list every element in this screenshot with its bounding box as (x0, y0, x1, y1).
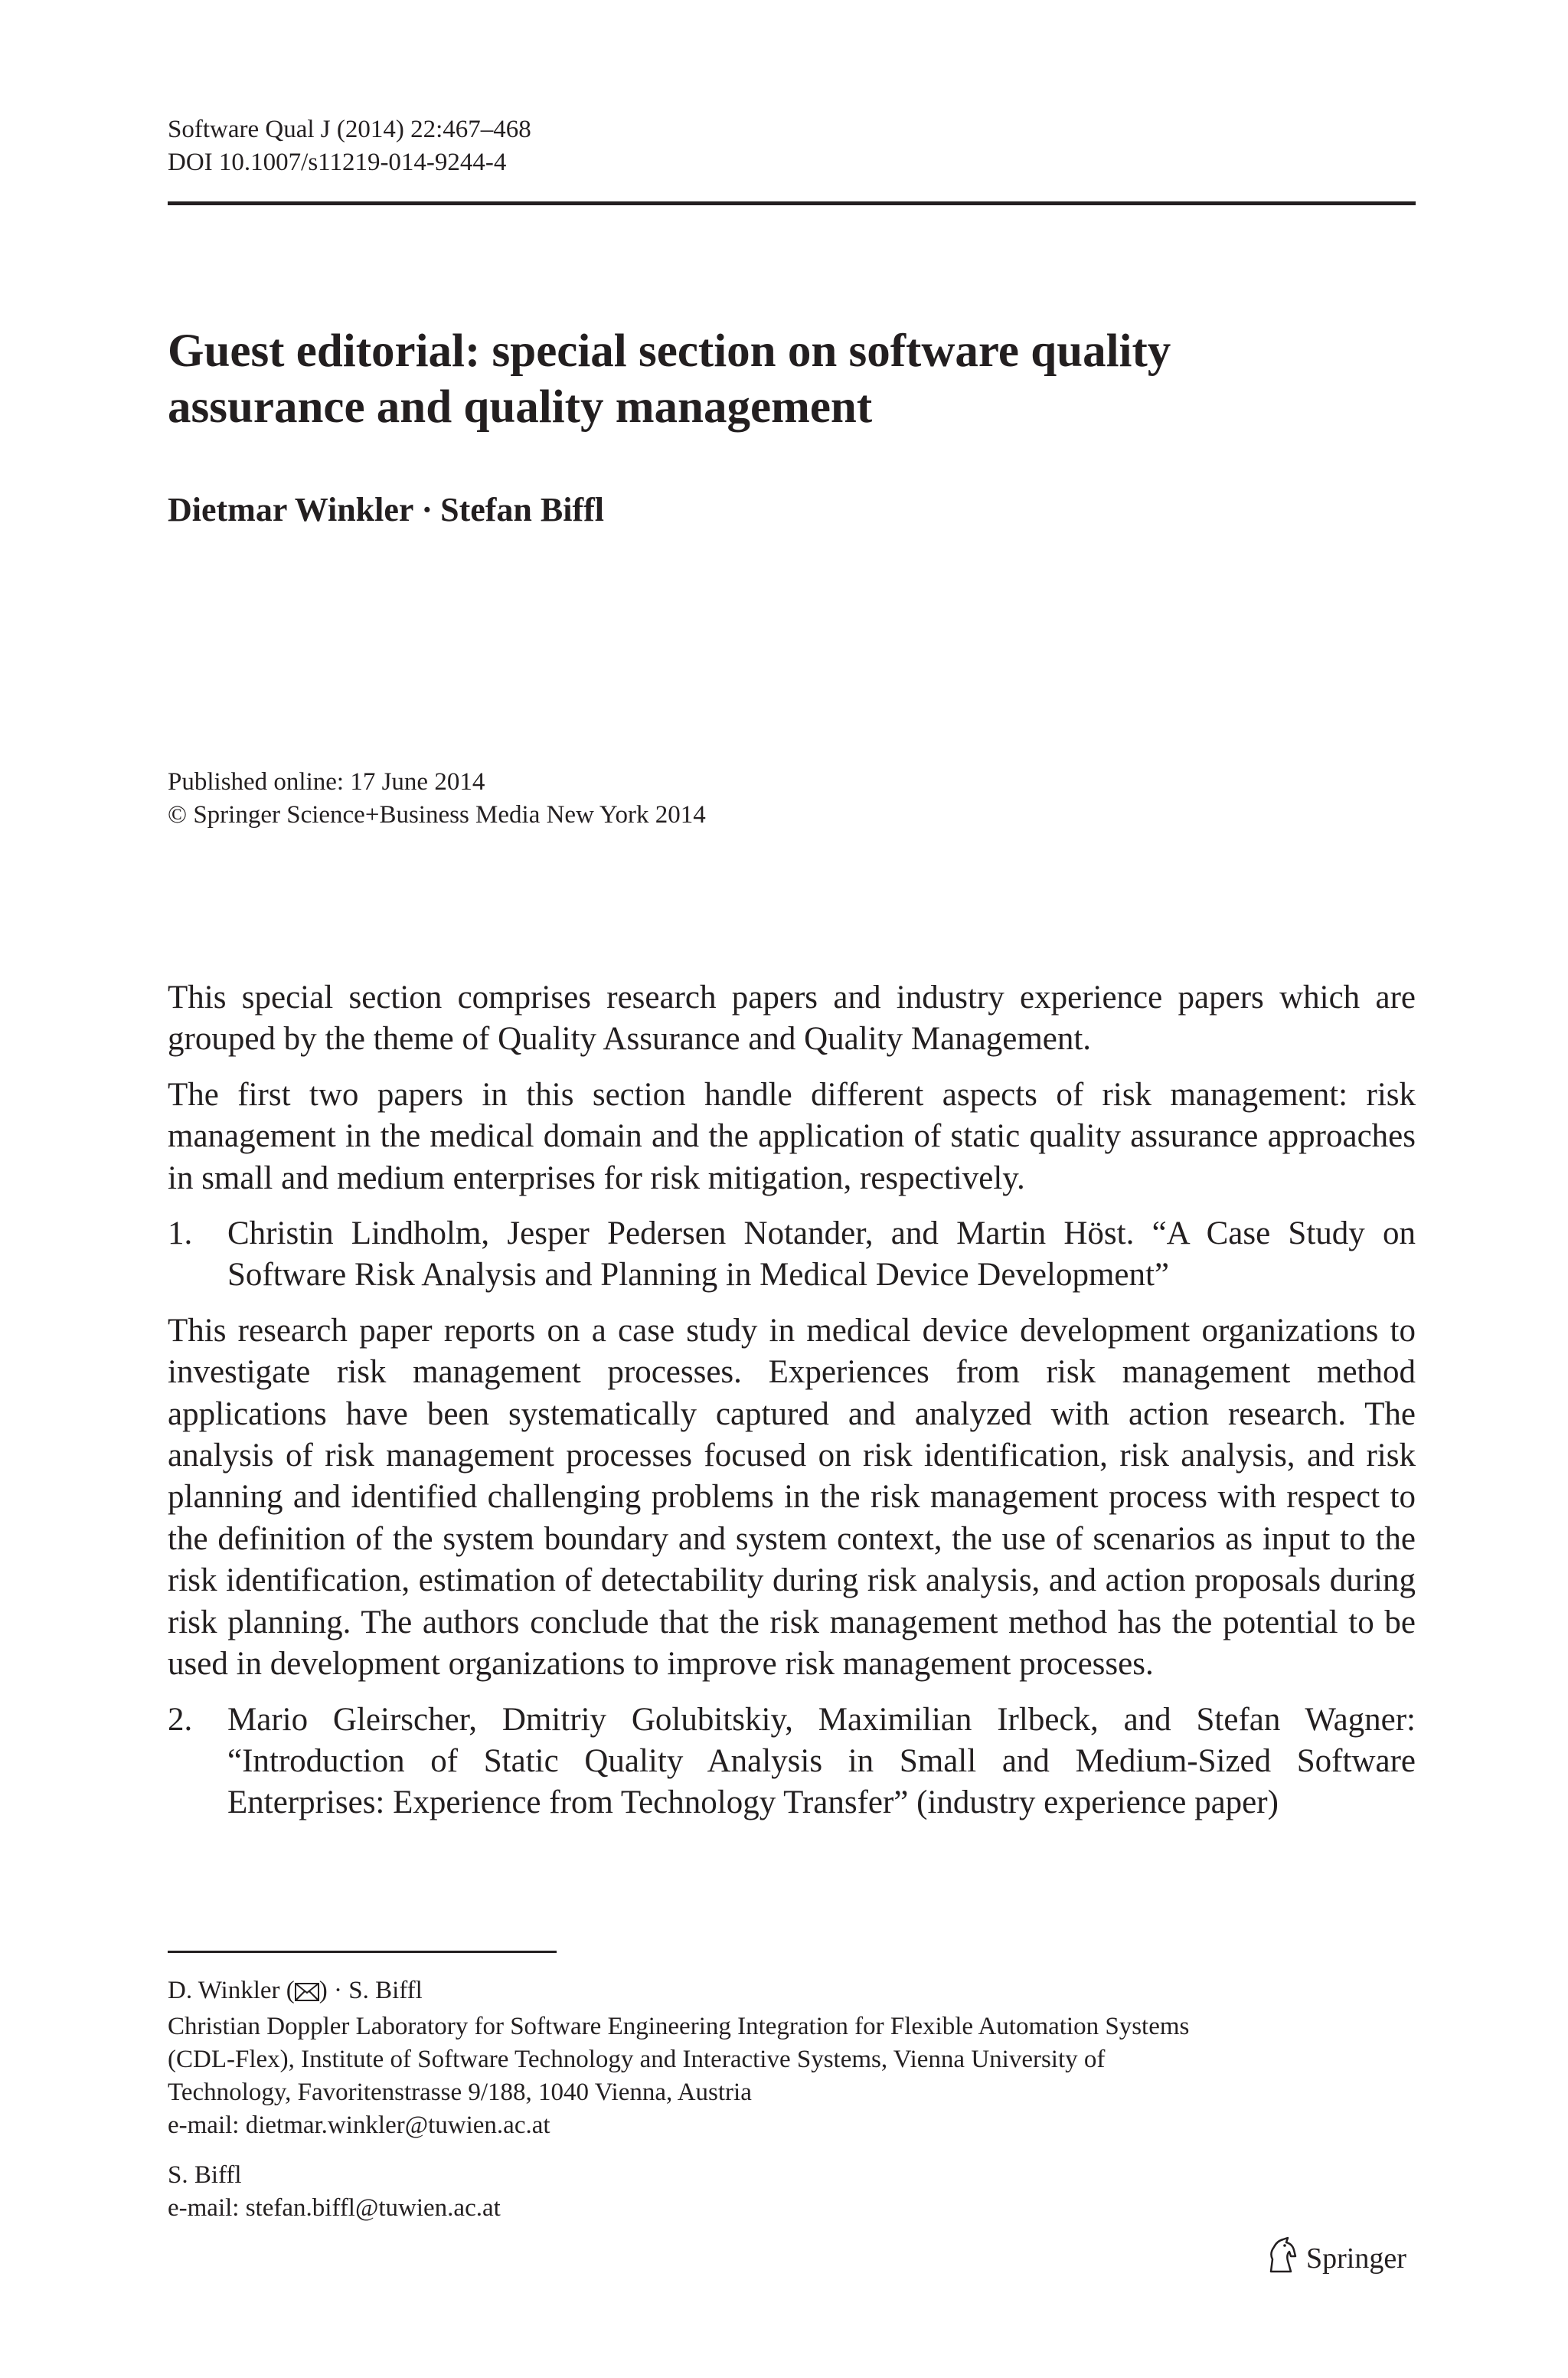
paragraph: This special section comprises research papers and industry experience papers which are grouped by the theme of Quality Assurance and Quality Management. (168, 980, 1416, 1058)
springer-horse-icon (1265, 2236, 1306, 2281)
title-line-2: assurance and quality management (168, 381, 873, 433)
list-item-text: Christin Lindholm, Jesper Pedersen Notander, and Martin Höst. “A Case Study on Software Risk Analysis and Planning in Medical Device Development” (227, 1215, 1416, 1294)
affiliation-line: (CDL-Flex), Institute of Software Technology and Interactive Systems, Vienna University of (168, 2046, 1106, 2073)
doi: DOI 10.1007/s11219-014-9244-4 (168, 149, 507, 176)
publication-info (168, 766, 706, 832)
copyright-notice: © Springer Science+Business Media New York 2014 (168, 801, 706, 829)
running-head (168, 113, 531, 179)
affiliation-line: Christian Doppler Laboratory for Software Engineering Integration for Flexible Automation Systems (168, 2013, 1190, 2040)
footnote (168, 1974, 1416, 2225)
correspondence-line (168, 1974, 1416, 2010)
envelope-icon (295, 1977, 319, 2010)
publisher-logo (1265, 2236, 1406, 2281)
article-body (168, 977, 1416, 1838)
list-number: 1. (168, 1215, 193, 1252)
journal-citation: Software Qual J (2014) 22:467–468 (168, 116, 531, 143)
author-name: Dietmar Winkler (168, 491, 414, 528)
article-title (168, 323, 1416, 435)
affiliation-line: Technology, Favoritenstrasse 9/188, 1040 Vienna, Austria (168, 2079, 752, 2106)
spacer (168, 2142, 1416, 2159)
email-link[interactable]: e-mail: dietmar.winkler@tuwien.ac.at (168, 2111, 550, 2139)
title-line-1: Guest editorial: special section on software quality (168, 325, 1171, 377)
publisher-name: Springer (1306, 2242, 1406, 2275)
winkler-suffix: ) · S. Biffl (318, 1977, 423, 2004)
paragraph: The first two papers in this section handle different aspects of risk management: risk management in the medical domain and the application of static quality assurance approaches in small and medium enterprises for risk mitigation, respectively. (168, 1076, 1416, 1196)
header-rule (168, 201, 1416, 205)
email-link[interactable]: e-mail: stefan.biffl@tuwien.ac.at (168, 2194, 501, 2222)
author-list (168, 489, 604, 532)
list-item (168, 1213, 1416, 1297)
winkler-prefix: D. Winkler ( (168, 1977, 295, 2004)
list-item (168, 1699, 1416, 1824)
list-number: 2. (168, 1701, 193, 1738)
paragraph: This research paper reports on a case study in medical device development organizations to investigate risk management processes. Experiences from risk management method applications have been systematically captured and analyzed with action research. The analysis of risk management processes focused on risk identification, risk analysis, and risk planning and identified challenging problems in the risk management process with respect to the definition of the system boundary and system context, the use of scenarios as input to the risk identification, estimation of detectability during risk analysis, and action proposals during risk planning. The authors conclude that the risk management method has the potential to be used in development organizations to improve risk management processes. (168, 1312, 1416, 1683)
author-name: S. Biffl (168, 2161, 242, 2189)
author-name: Stefan Biffl (440, 491, 605, 528)
author-separator: · (421, 491, 433, 528)
list-item-text: Mario Gleirscher, Dmitriy Golubitskiy, Maximilian Irlbeck, and Stefan Wagner: “Introduction of Static Quality Analysis in Small and Medium-Sized Software Enterprises: Experience from Technology Transfer” (industry experience paper) (227, 1701, 1416, 1821)
published-date: Published online: 17 June 2014 (168, 768, 485, 796)
footnote-rule (168, 1951, 557, 1953)
